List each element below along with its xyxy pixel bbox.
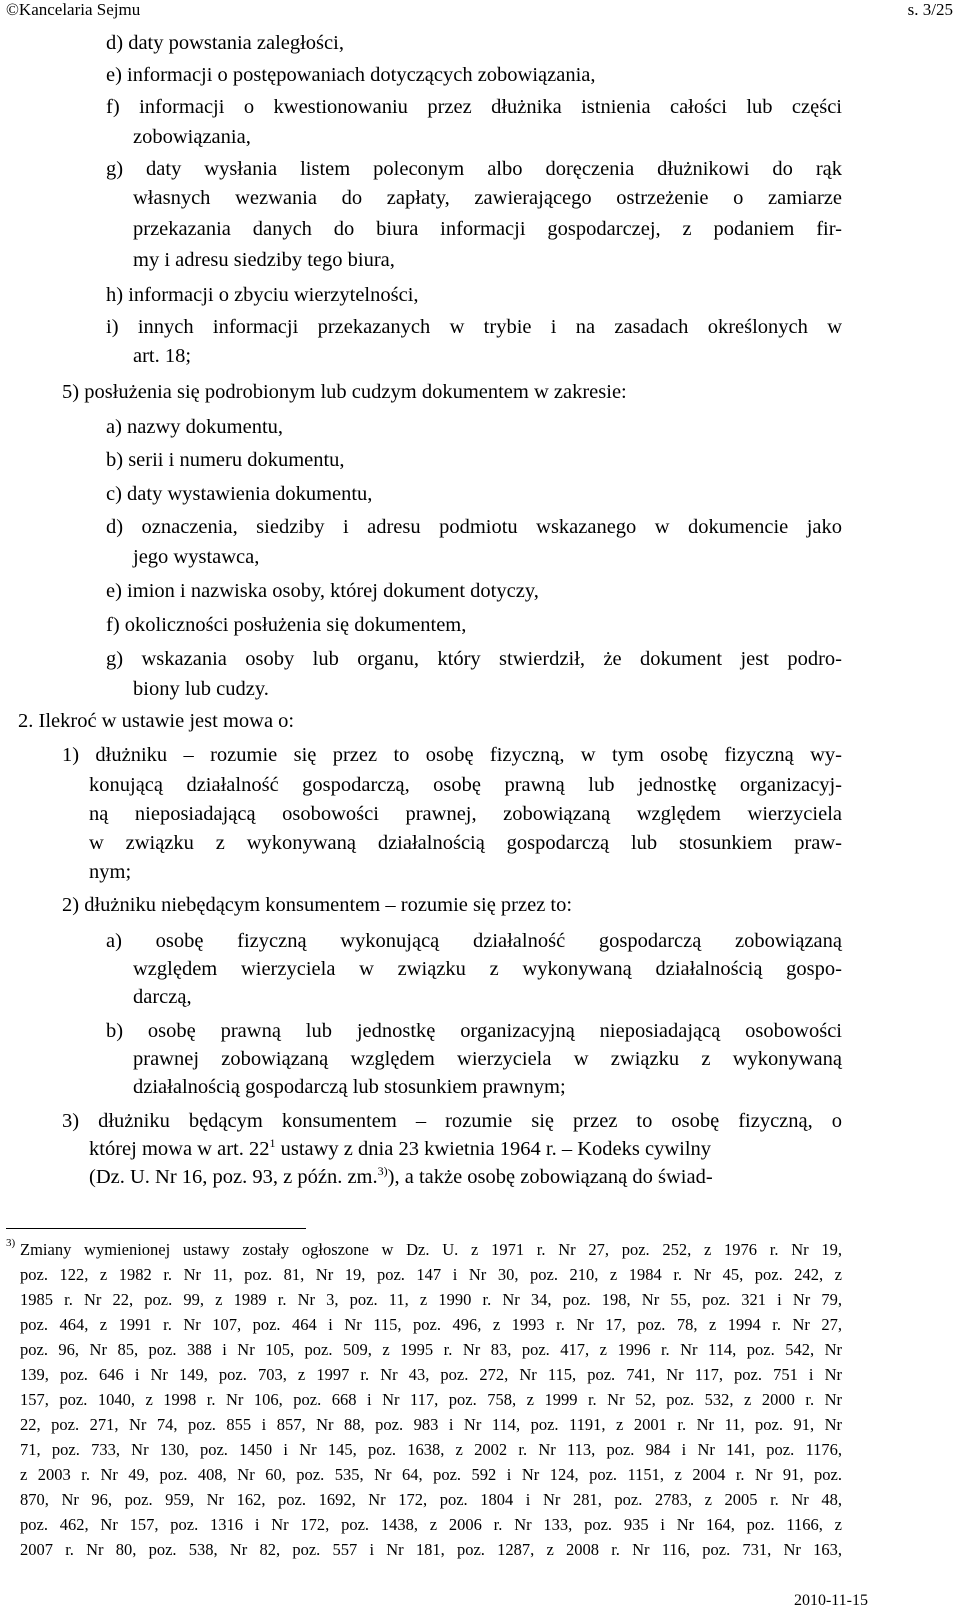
point-5-forged-document: 5) posłużenia się podrobionym lub cudzym dokumentem w zakresie: (62, 381, 627, 403)
item-e-person-names: e) imion i nazwiska osoby, której dokument dotyczy, (106, 580, 539, 602)
footnote-line-8: 22, poz. 271, Nr 74, poz. 855 i 857, Nr 88, poz. 983 i Nr 114, poz. 1191, z 2001 r. Nr 11, poz. 91, Nr (20, 1415, 842, 1434)
item-f-continuation: zobowiązania, (133, 126, 251, 148)
definition-2-non-consumer: 2) dłużniku niebędącym konsumentem – rozumie się przez to: (62, 894, 573, 916)
header-page-number: s. 3/25 (907, 0, 953, 19)
footnote-ref-3: 3) (377, 1164, 388, 1179)
section-2-heading: 2. Ilekroć w ustawie jest mowa o: (18, 710, 295, 732)
item-f-circumstances: f) okoliczności posłużenia się dokumentem, (106, 614, 467, 636)
item-d-continuation: jego wystawca, (133, 546, 260, 568)
definition-1-debtor: 1) dłużniku – rozumie się przez to osobę fizyczną, w tym osobę fizyczną wy- (62, 744, 842, 766)
item-g-continuation: biony lub cudzy. (133, 678, 269, 700)
definition-1-line-2: konującą działalność gospodarczą, osobę prawną lub jednostkę organizacyj- (89, 774, 842, 796)
item-h-claim-sale: h) informacji o zbyciu wierzytelności, (106, 284, 419, 306)
item-b-series-number: b) serii i numeru dokumentu, (106, 449, 345, 471)
item-a-document-name: a) nazwy dokumentu, (106, 416, 284, 438)
footnote-line-10: z 2003 r. Nr 49, poz. 408, Nr 60, poz. 535, Nr 64, poz. 592 i Nr 124, poz. 1151, z 2004 r. Nr 91, poz. (20, 1465, 842, 1484)
definition-2-b: b) osobę prawną lub jednostkę organizacyjną nieposiadającą osobowości (106, 1020, 842, 1042)
item-i-continuation: art. 18; (133, 345, 192, 367)
footnote-line-2: poz. 122, z 1982 r. Nr 11, poz. 81, Nr 19, poz. 147 i Nr 30, poz. 210, z 1984 r. Nr 45, poz. 242, z (20, 1265, 842, 1284)
footnote-line-4: poz. 464, z 1991 r. Nr 107, poz. 464 i Nr 115, poz. 496, z 1993 r. Nr 17, poz. 78, z 1994 r. Nr 27, (20, 1315, 842, 1334)
footnote-line-3: 1985 r. Nr 22, poz. 99, z 1989 r. Nr 3, poz. 11, z 1990 r. Nr 34, poz. 198, Nr 55, poz. 321 i Nr 79, (20, 1290, 842, 1309)
item-d-date-of-arrears: d) daty powstania zaległości, (106, 32, 344, 54)
definition-3-line-2: której mowa w art. $22^1$ ustawy z dnia 23 kwietnia 1964 r. – Kodeks cywilny (89, 1136, 712, 1160)
item-d-issuer: d) oznaczenia, siedziby i adresu podmiotu wskazanego w dokumencie jako (106, 516, 842, 538)
item-f-dispute-info: f) informacji o kwestionowaniu przez dłużnika istnienia całości lub części (106, 96, 842, 118)
item-i-other-info: i) innych informacji przekazanych w trybie i na zasadach określonych w (106, 316, 842, 338)
header-copyright: ©Kancelaria Sejmu (6, 0, 141, 19)
definition-1-line-3: ną nieposiadającą osobowości prawnej, zobowiązaną względem wierzyciela (89, 803, 842, 825)
definition-3-line-3: (Dz. U. Nr 16, poz. 93, z późn. zm.$^{3)}$), a także osobę zobowiązaną do świad- (89, 1164, 713, 1188)
superscript-1: 1 (269, 1136, 276, 1151)
item-g-payment-demand: g) daty wysłania listem poleconym albo doręczenia dłużnikowi do rąk (106, 158, 842, 180)
item-g-authority: g) wskazania osoby lub organu, który stwierdził, że dokument jest podro- (106, 648, 842, 670)
item-g-line-2: własnych wezwania do zapłaty, zawierającego ostrzeżenie o zamiarze (133, 187, 842, 209)
definition-1-line-4: w związku z wykonywaną działalnością gospodarczą lub stosunkiem praw- (89, 832, 842, 854)
item-g-line-4: my i adresu siedziby tego biura, (133, 249, 395, 271)
footnote-line-13: 2007 r. Nr 80, poz. 538, Nr 82, poz. 557 i Nr 181, poz. 1287, z 2008 r. Nr 116, poz. 731, Nr 163, (20, 1540, 842, 1559)
footnote-line-5: poz. 96, Nr 85, poz. 388 i Nr 105, poz. 509, z 1995 r. Nr 83, poz. 417, z 1996 r. Nr 114, poz. 542, Nr (20, 1340, 842, 1359)
footer-date: 2010-11-15 (793, 1592, 868, 1609)
definition-1-line-5: nym; (89, 861, 132, 883)
footnote-marker: 3) (6, 1237, 16, 1249)
footnote-separator (6, 1228, 306, 1229)
footnote-line-11: 870, Nr 96, poz. 959, Nr 162, poz. 1692, Nr 172, poz. 1804 i Nr 281, poz. 2783, z 2005 r. Nr 48, (20, 1490, 842, 1509)
footnote-line-12: poz. 462, Nr 157, poz. 1316 i Nr 172, poz. 1438, z 2006 r. Nr 133, poz. 935 i Nr 164, poz. 1166, z (20, 1515, 842, 1534)
definition-2-a: a) osobę fizyczną wykonującą działalność gospodarczą zobowiązaną (106, 930, 842, 952)
definition-2-a-line-2: względem wierzyciela w związku z wykonywaną działalnością gospo- (133, 958, 842, 980)
definition-2-b-line-2: prawnej zobowiązaną względem wierzyciela w związku z wykonywaną (133, 1048, 842, 1070)
footnote-line-6: 139, poz. 646 i Nr 149, poz. 703, z 1997 r. Nr 43, poz. 272, Nr 115, poz. 741, Nr 117, poz. 751 i Nr (20, 1365, 842, 1384)
definition-3-consumer: 3) dłużniku będącym konsumentem – rozumie się przez to osobę fizyczną, o (62, 1110, 842, 1132)
item-e-proceedings-info: e) informacji o postępowaniach dotyczących zobowiązania, (106, 64, 596, 86)
definition-2-b-line-3: działalnością gospodarczą lub stosunkiem prawnym; (133, 1076, 566, 1098)
footnote-line-7: 157, poz. 1040, z 1998 r. Nr 106, poz. 668 i Nr 117, poz. 758, z 1999 r. Nr 52, poz. 532, z 2000 r. Nr (20, 1390, 842, 1409)
footnote-line-1: Zmiany wymienionej ustawy zostały ogłoszone w Dz. U. z 1971 r. Nr 27, poz. 252, z 1976 r. Nr 19, (20, 1240, 842, 1259)
definition-2-a-line-3: darczą, (133, 986, 192, 1008)
footnote-line-9: 71, poz. 733, Nr 130, poz. 1450 i Nr 145, poz. 1638, z 2002 r. Nr 113, poz. 984 i Nr 141, poz. 1176, (20, 1440, 842, 1459)
item-c-issue-date: c) daty wystawienia dokumentu, (106, 483, 373, 505)
item-g-line-3: przekazania danych do biura informacji gospodarczej, z podaniem fir- (133, 218, 842, 240)
